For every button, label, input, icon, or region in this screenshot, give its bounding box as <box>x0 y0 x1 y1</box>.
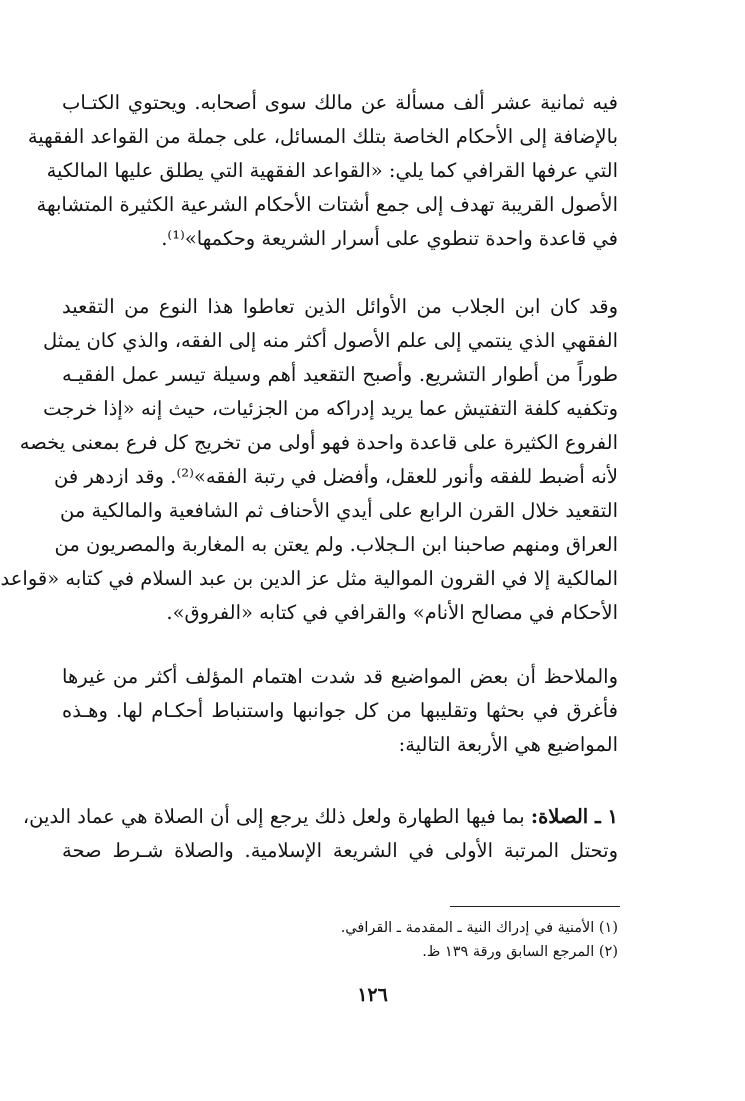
text-line: بالإضافة إلى الأحكام الخاصة بتلك المسائل، على جملة من القواعد الفقهية <box>27 125 618 148</box>
list-item-1 <box>22 800 618 868</box>
text-line: الأحكام في مصالح الأنام» والقرافي في كتابه «الفروق». <box>166 601 618 624</box>
list-item-label: ١ ـ الصلاة: <box>530 805 618 828</box>
text-line: التي عرفها القرافي كما يلي: «القواعد الفقهية التي يطلق عليها المالكية <box>46 159 618 182</box>
paragraph-1 <box>27 86 618 256</box>
text-line: الفروع الكثيرة على قاعدة واحدة فهو أولى من تخريج كل فرع بمعنى يخصه <box>19 431 618 454</box>
text-line: وتكفيه كلفة التفتيش عما يريد إدراكه من الجزئيات، حيث إنه «إذا خرجت <box>43 397 618 420</box>
text-line: وتحتل المرتبة الأولى في الشريعة الإسلامية. والصلاة شـرط صحة <box>62 839 618 862</box>
text-line: في قاعدة واحدة تنطوي على أسرار الشريعة وحكمها»⁽¹⁾. <box>161 227 618 250</box>
list-item-text: بما فيها الطهارة ولعل ذلك يرجع إلى أن الصلاة هي عماد الدين، <box>22 805 531 828</box>
page-number: ١٢٦ <box>357 984 388 1006</box>
text-line: طوراً من أطوار التشريع. وأصبح التقعيد أهم وسيلة تيسر عمل الفقيـه <box>62 363 618 386</box>
text-line: فيه ثمانية عشر ألف مسألة عن مالك سوى أصحابه. ويحتوي الكتـاب <box>62 91 618 114</box>
text-line: المالكية إلا في القرون الموالية مثل عز الدين بن عبد السلام في كتابه «قواعد <box>0 567 618 590</box>
text-line: فأغرق في بحثها وتقليبها من كل جوانبها واستنباط أحكـام لها. وهـذه <box>62 699 618 722</box>
text-line <box>22 800 618 834</box>
paragraph-3 <box>62 660 618 762</box>
text-line: العراق ومنهم صاحبنا ابن الـجلاب. ولم يعتن به المغاربة والمصريون من <box>54 533 618 556</box>
footnote-divider <box>450 906 620 907</box>
text-line: لأنه أضبط للفقه وأنور للعقل، وأفضل في رتبة الفقه»⁽²⁾. وقد ازدهر فن <box>53 465 618 488</box>
footnote: (١) الأمنية في إدراك النية ـ المقدمة ـ القرافي. <box>340 920 618 936</box>
footnotes <box>300 916 618 964</box>
text-line: والملاحظ أن بعض المواضيع قد شدت اهتمام المؤلف أكثر من غيرها <box>62 665 618 688</box>
text-line: التقعيد خلال القرن الرابع على أيدي الأحناف ثم الشافعية والمالكية من <box>60 499 618 522</box>
text-line: وقد كان ابن الجلاب من الأوائل الذين تعاطوا هذا النوع من التقعيد <box>62 295 618 318</box>
paragraph-2 <box>0 290 618 630</box>
footnote: (٢) المرجع السابق ورقة ١٣٩ ظ. <box>422 944 618 960</box>
text-line: الفقهي الذي ينتمي إلى علم الأصول أكثر منه إلى الفقه، والذي كان يمثل <box>42 329 618 352</box>
text-line: المواضيع هي الأربعة التالية: <box>398 733 618 756</box>
text-line: الأصول القريبة تهدف إلى جمع أشتات الأحكام الشرعية الكثيرة المتشابهة <box>36 193 618 216</box>
